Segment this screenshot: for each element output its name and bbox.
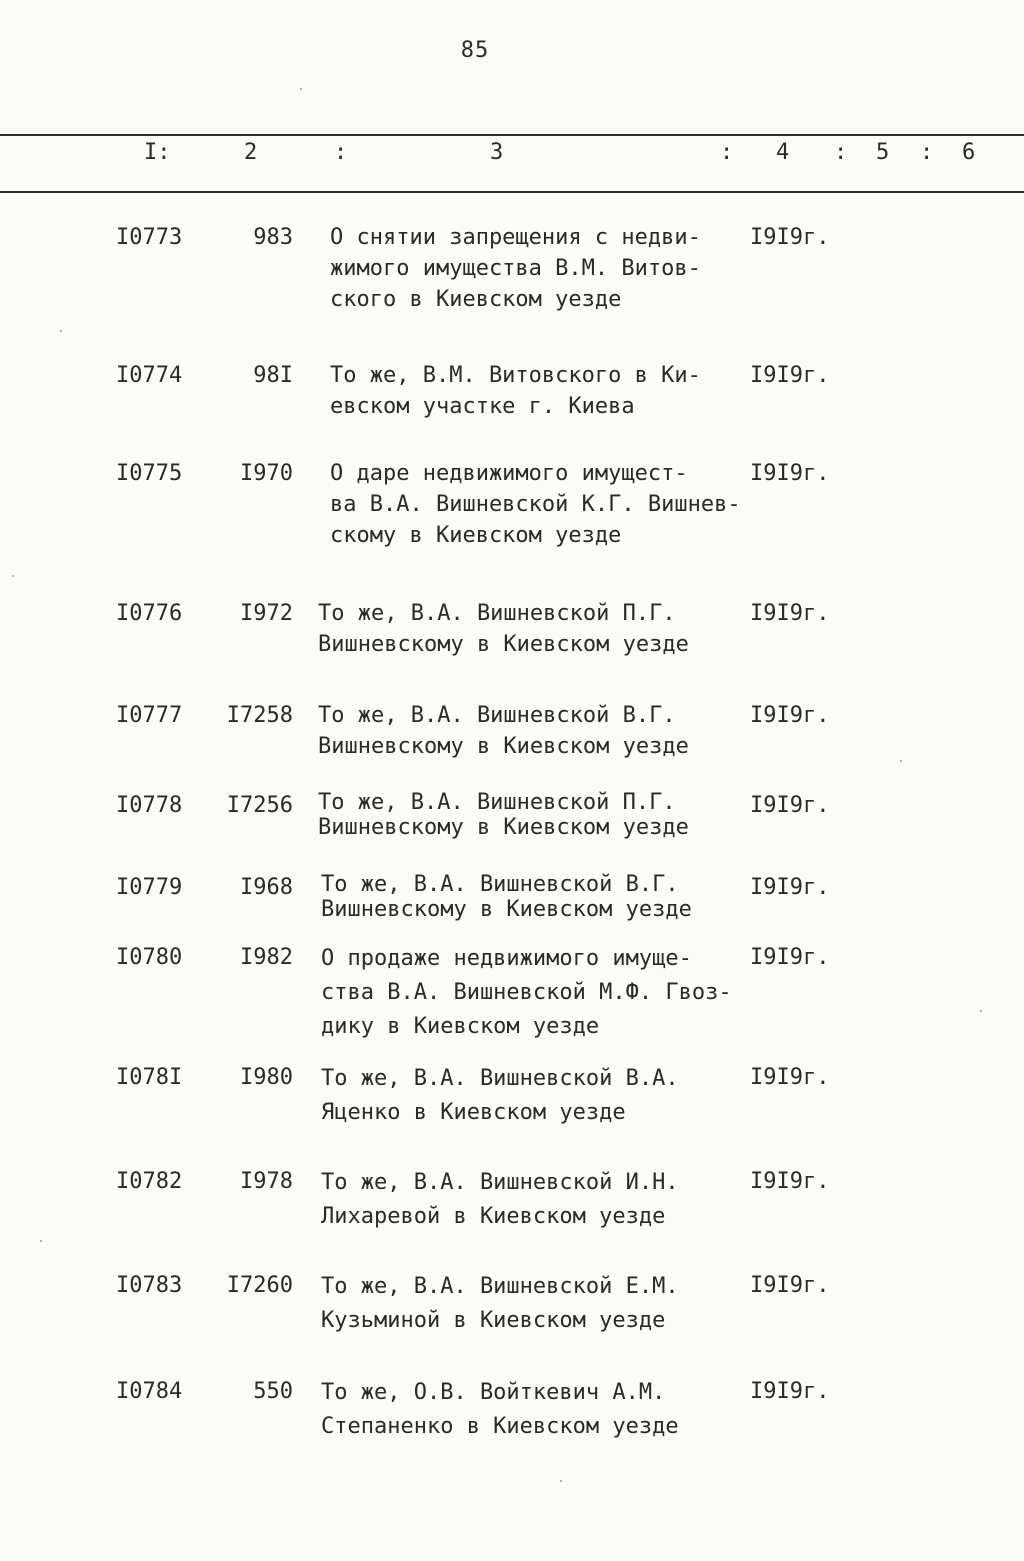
column-header-row (0, 140, 1024, 170)
scan-speckle (40, 1240, 42, 1242)
column-header-3: 3 (490, 140, 504, 165)
entry-reference: I982 (240, 945, 293, 970)
scan-speckle (12, 575, 14, 577)
column-separator: : (334, 140, 348, 165)
entry-number: I0773 (116, 225, 183, 250)
entry-year: I9I9г. (750, 1273, 830, 1298)
column-header-4: 4 (776, 140, 790, 165)
entry-number: I0783 (116, 1273, 183, 1298)
entry-reference: I7260 (226, 1273, 293, 1298)
entry-number: I078I (116, 1065, 183, 1090)
entry-number: I0778 (116, 793, 183, 818)
scan-speckle (60, 330, 62, 332)
entry-number: I0779 (116, 875, 183, 900)
entry-reference: 983 (253, 225, 293, 250)
entry-year: I9I9г. (750, 875, 830, 900)
column-header-5: 5 (876, 140, 890, 165)
entry-year: I9I9г. (750, 945, 830, 970)
column-header-2: 2 (244, 140, 258, 165)
entry-reference: I970 (240, 461, 293, 486)
header-rule-bottom (0, 191, 1024, 193)
entry-number: I0784 (116, 1379, 183, 1404)
entry-year: I9I9г. (750, 363, 830, 388)
entry-description: О даре недвижимого имущест- ва В.А. Вишневской К.Г. Вишнев- скому в Киевском уезде (330, 461, 741, 548)
entry-reference: I7258 (226, 703, 293, 728)
scan-speckle (900, 760, 902, 762)
entry-number: I0782 (116, 1169, 183, 1194)
scan-speckle (300, 88, 302, 90)
entry-reference: I968 (240, 875, 293, 900)
scan-speckle (560, 1480, 562, 1482)
entry-description: О снятии запрещения с недви- жимого имущества В.М. Витов- ского в Киевском уезде (330, 225, 701, 312)
column-header-6: 6 (962, 140, 976, 165)
entry-number: I0775 (116, 461, 183, 486)
entry-year: I9I9г. (750, 461, 830, 486)
scan-speckle (980, 1010, 982, 1012)
entry-reference: I7256 (226, 793, 293, 818)
column-header-1: I: (144, 140, 171, 165)
entry-description: То же, В.А. Вишневской Е.М. Кузьминой в Киевском уезде (321, 1274, 679, 1333)
entry-description: То же, В.А. Вишневской В.Г. Вишневскому в Киевском уезде (321, 872, 692, 922)
entry-reference: I980 (240, 1065, 293, 1090)
entry-reference: 98I (253, 363, 293, 388)
entry-year: I9I9г. (750, 1169, 830, 1194)
entry-year: I9I9г. (750, 703, 830, 728)
entry-description: То же, В.А. Вишневской В.А. Яценко в Киевском уезде (321, 1066, 679, 1125)
column-separator: : (834, 140, 848, 165)
entry-year: I9I9г. (750, 225, 830, 250)
entry-description: То же, О.В. Войткевич А.М. Степаненко в Киевском уезде (321, 1380, 679, 1439)
entry-number: I0777 (116, 703, 183, 728)
entry-number: I0774 (116, 363, 183, 388)
entry-description: То же, В.А. Вишневской П.Г. Вишневскому в Киевском уезде (318, 790, 689, 840)
entry-year: I9I9г. (750, 793, 830, 818)
entry-number: I0780 (116, 945, 183, 970)
column-separator: : (920, 140, 934, 165)
entry-year: I9I9г. (750, 1379, 830, 1404)
entry-description: То же, В.А. Вишневской П.Г. Вишневскому в Киевском уезде (318, 601, 689, 657)
entry-reference: I972 (240, 601, 293, 626)
entry-reference: I978 (240, 1169, 293, 1194)
entry-description: О продаже недвижимого имуще- ства В.А. Вишневской М.Ф. Гвоз- дику в Киевском уезде (321, 946, 732, 1039)
page-number: 85 (460, 38, 490, 63)
entry-number: I0776 (116, 601, 183, 626)
header-rule-top (0, 134, 1024, 136)
entry-description: То же, В.А. Вишневской В.Г. Вишневскому в Киевском уезде (318, 703, 689, 759)
entry-description: То же, В.М. Витовского в Ки- евском участке г. Киева (330, 363, 701, 419)
entry-year: I9I9г. (750, 1065, 830, 1090)
entry-year: I9I9г. (750, 601, 830, 626)
entry-reference: 550 (253, 1379, 293, 1404)
column-separator: : (720, 140, 734, 165)
entry-description: То же, В.А. Вишневской И.Н. Лихаревой в Киевском уезде (321, 1170, 679, 1229)
